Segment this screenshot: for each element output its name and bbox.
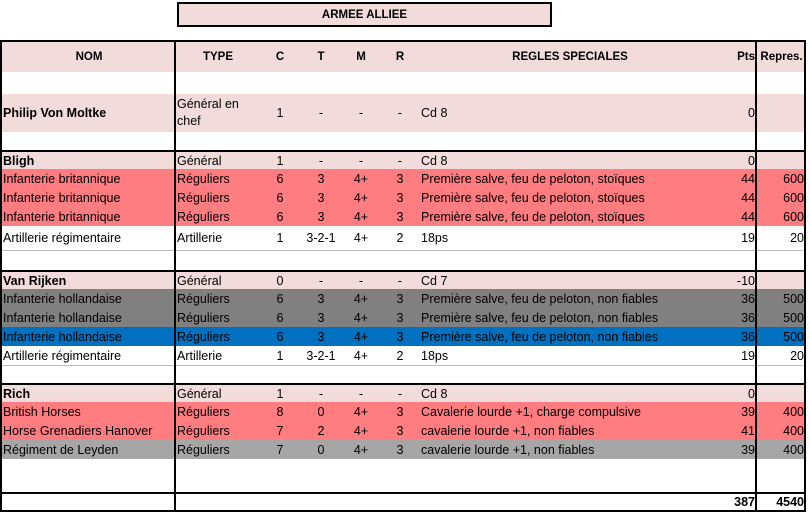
cell-r: 2: [396, 231, 404, 245]
cell-m: -: [358, 153, 364, 168]
cell-pts: 44: [741, 209, 755, 224]
header-pts: Pts: [737, 51, 755, 63]
army-title: ARMEE ALLIEE: [177, 2, 552, 27]
table-row: [2, 402, 804, 421]
cell-r: 2: [396, 348, 404, 363]
cell-nom: Bligh: [3, 153, 35, 168]
cell-type: Général: [177, 386, 222, 401]
cell-rules: 18ps: [421, 348, 449, 363]
cell-c: 8: [276, 404, 284, 419]
cell-t: 0: [317, 442, 325, 457]
cell-m: 4+: [353, 190, 369, 205]
table-row: [2, 94, 804, 132]
table-row: [2, 169, 804, 188]
cell-c: 1: [276, 386, 284, 401]
cell-nom: Artillerie régimentaire: [3, 348, 122, 363]
cell-c: 1: [276, 106, 284, 120]
header-nom: NOM: [75, 51, 103, 63]
cell-pts: 0: [748, 386, 755, 401]
cell-rep: 600: [783, 171, 804, 186]
cell-rules: Cavalerie lourde +1, charge compulsive: [421, 404, 641, 419]
cell-rep: 600: [783, 209, 804, 224]
cell-t: -: [318, 273, 324, 288]
cell-type: Général en chef: [177, 97, 239, 128]
cell-type: Réguliers: [177, 291, 230, 306]
cell-pts: 39: [741, 442, 755, 457]
cell-r: 3: [396, 310, 404, 325]
cell-type: Réguliers: [177, 171, 230, 186]
cell-type: Artillerie: [177, 348, 223, 363]
cell-m: 4+: [353, 329, 369, 344]
cell-nom: Infanterie hollandaise: [3, 291, 122, 306]
cell-nom: British Horses: [3, 404, 81, 419]
cell-c: 7: [276, 423, 284, 438]
cell-r: 3: [396, 404, 404, 419]
cell-c: 1: [276, 231, 284, 245]
table-row: [2, 327, 804, 346]
cell-type: Général: [177, 273, 222, 288]
cell-t: -: [318, 386, 324, 401]
cell-pts: 36: [741, 291, 755, 306]
table-row: [2, 383, 804, 402]
cell-rules: 18ps: [421, 231, 449, 245]
cell-rules: Première salve, feu de peloton, stoïques: [421, 209, 645, 224]
cell-rep: 500: [783, 291, 804, 306]
cell-nom: Artillerie régimentaire: [3, 231, 122, 245]
cell-nom: Van Rijken: [3, 273, 67, 288]
cell-pts: 19: [741, 231, 755, 245]
cell-t: 3: [317, 329, 325, 344]
table-row: [2, 346, 804, 365]
cell-rules: Première salve, feu de peloton, non fiables: [421, 291, 658, 306]
header-rep: Repres.: [760, 51, 803, 63]
cell-m: -: [358, 273, 364, 288]
cell-nom: Infanterie britannique: [3, 190, 121, 205]
spacer-row: [2, 132, 804, 150]
header-t: T: [317, 51, 325, 63]
cell-t: 3-2-1: [306, 231, 336, 245]
cell-m: 4+: [353, 209, 369, 224]
cell-pts: 19: [741, 348, 755, 363]
cell-nom: Horse Grenadiers Hanover: [3, 423, 153, 438]
cell-rep: 500: [783, 310, 804, 325]
army-table: [0, 40, 806, 512]
cell-pts: 41: [741, 423, 755, 438]
cell-t: 0: [317, 404, 325, 419]
cell-t: 3: [317, 291, 325, 306]
cell-rep: 400: [783, 423, 804, 438]
cell-nom: Philip Von Moltke: [3, 106, 107, 120]
cell-m: 4+: [353, 442, 369, 457]
cell-rules: Cd 7: [421, 273, 448, 288]
cell-m: -: [358, 386, 364, 401]
spacer-row: [2, 72, 804, 94]
cell-type: Réguliers: [177, 329, 230, 344]
cell-r: 3: [396, 423, 404, 438]
column-divider: [755, 42, 757, 510]
cell-r: 3: [396, 171, 404, 186]
cell-type: Réguliers: [177, 423, 230, 438]
cell-m: 4+: [353, 231, 369, 245]
cell-rep: [757, 94, 806, 132]
cell-type: Artillerie: [177, 231, 223, 245]
cell-rules: cavalerie lourde +1, non fiables: [421, 442, 595, 457]
cell-r: -: [397, 386, 403, 401]
cell-nom: Infanterie hollandaise: [3, 329, 122, 344]
table-row: [2, 308, 804, 327]
cell-pts: 39: [741, 404, 755, 419]
cell-m: 4+: [353, 291, 369, 306]
cell-type: Général: [177, 153, 222, 168]
cell-r: 3: [396, 291, 404, 306]
cell-c: 6: [276, 209, 284, 224]
totals-row: [2, 492, 804, 510]
cell-r: -: [397, 273, 403, 288]
cell-pts: 0: [748, 106, 755, 120]
cell-t: 3: [317, 310, 325, 325]
cell-nom: Infanterie britannique: [3, 209, 121, 224]
cell-r: 3: [396, 209, 404, 224]
cell-c: 6: [276, 190, 284, 205]
table-row: [2, 207, 804, 226]
cell-t: 3: [317, 190, 325, 205]
cell-c: 0: [276, 273, 284, 288]
cell-rules: Première salve, feu de peloton, stoïques: [421, 171, 645, 186]
cell-rep: [757, 152, 806, 169]
cell-pts: 44: [741, 171, 755, 186]
cell-type: Réguliers: [177, 442, 230, 457]
cell-nom: Infanterie britannique: [3, 171, 121, 186]
cell-m: 4+: [353, 404, 369, 419]
cell-pts: 44: [741, 190, 755, 205]
cell-r: 3: [396, 329, 404, 344]
cell-type: Réguliers: [177, 310, 230, 325]
header-type: TYPE: [202, 51, 234, 63]
spacer-row: [2, 250, 804, 270]
spacer-row: [2, 365, 804, 383]
cell-rep: 600: [783, 190, 804, 205]
table-row: [2, 150, 804, 169]
cell-c: 6: [276, 171, 284, 186]
cell-r: 3: [396, 190, 404, 205]
cell-rules: Cd 8: [421, 106, 448, 120]
header-r: R: [395, 51, 405, 63]
cell-pts: 36: [741, 310, 755, 325]
cell-rep: 20: [790, 231, 804, 245]
cell-nom: Régiment de Leyden: [3, 442, 119, 457]
cell-rep: [757, 385, 806, 402]
cell-rules: Première salve, feu de peloton, stoïques: [421, 190, 645, 205]
cell-c: 6: [276, 310, 284, 325]
column-divider: [174, 42, 176, 510]
cell-t: -: [318, 153, 324, 168]
cell-t: 3-2-1: [306, 348, 336, 363]
cell-pts: 36: [741, 329, 755, 344]
table-row: [2, 270, 804, 289]
cell-c: 6: [276, 291, 284, 306]
table-row: [2, 440, 804, 459]
cell-c: 6: [276, 329, 284, 344]
cell-m: -: [358, 106, 364, 120]
spacer-row: [2, 459, 804, 492]
cell-t: 3: [317, 171, 325, 186]
cell-type: Réguliers: [177, 209, 230, 224]
cell-rep: 400: [783, 404, 804, 419]
total-rep: 4540: [776, 495, 804, 509]
cell-rules: Cd 8: [421, 386, 448, 401]
cell-pts: -10: [736, 273, 755, 288]
table-row: [2, 188, 804, 207]
cell-type: Réguliers: [177, 404, 230, 419]
table-row: [2, 289, 804, 308]
total-pts: 387: [734, 495, 755, 509]
cell-r: -: [397, 153, 403, 168]
cell-m: 4+: [353, 171, 369, 186]
cell-rules: Première salve, feu de peloton, non fiables: [421, 329, 658, 344]
cell-rules: Première salve, feu de peloton, non fiables: [421, 310, 658, 325]
cell-t: 3: [317, 209, 325, 224]
cell-nom: Rich: [3, 386, 31, 401]
cell-rep: 20: [790, 348, 804, 363]
cell-t: -: [318, 106, 324, 120]
cell-c: 1: [276, 348, 284, 363]
cell-t: 2: [317, 423, 325, 438]
table-row: [2, 421, 804, 440]
cell-r: -: [397, 106, 403, 120]
cell-m: 4+: [353, 348, 369, 363]
cell-pts: 0: [748, 153, 755, 168]
cell-m: 4+: [353, 310, 369, 325]
cell-r: 3: [396, 442, 404, 457]
cell-rep: 500: [783, 329, 804, 344]
cell-c: 7: [276, 442, 284, 457]
table-header: [2, 42, 804, 72]
cell-c: 1: [276, 153, 284, 168]
table-row: [2, 226, 804, 250]
cell-rep: [757, 272, 806, 289]
cell-m: 4+: [353, 423, 369, 438]
cell-type: Réguliers: [177, 190, 230, 205]
header-c: C: [275, 51, 285, 63]
cell-nom: Infanterie hollandaise: [3, 310, 122, 325]
header-m: M: [356, 51, 366, 63]
cell-rules: Cd 8: [421, 153, 448, 168]
header-rules: REGLES SPECIALES: [512, 51, 628, 63]
cell-rules: cavalerie lourde +1, non fiables: [421, 423, 595, 438]
cell-rep: 400: [783, 442, 804, 457]
